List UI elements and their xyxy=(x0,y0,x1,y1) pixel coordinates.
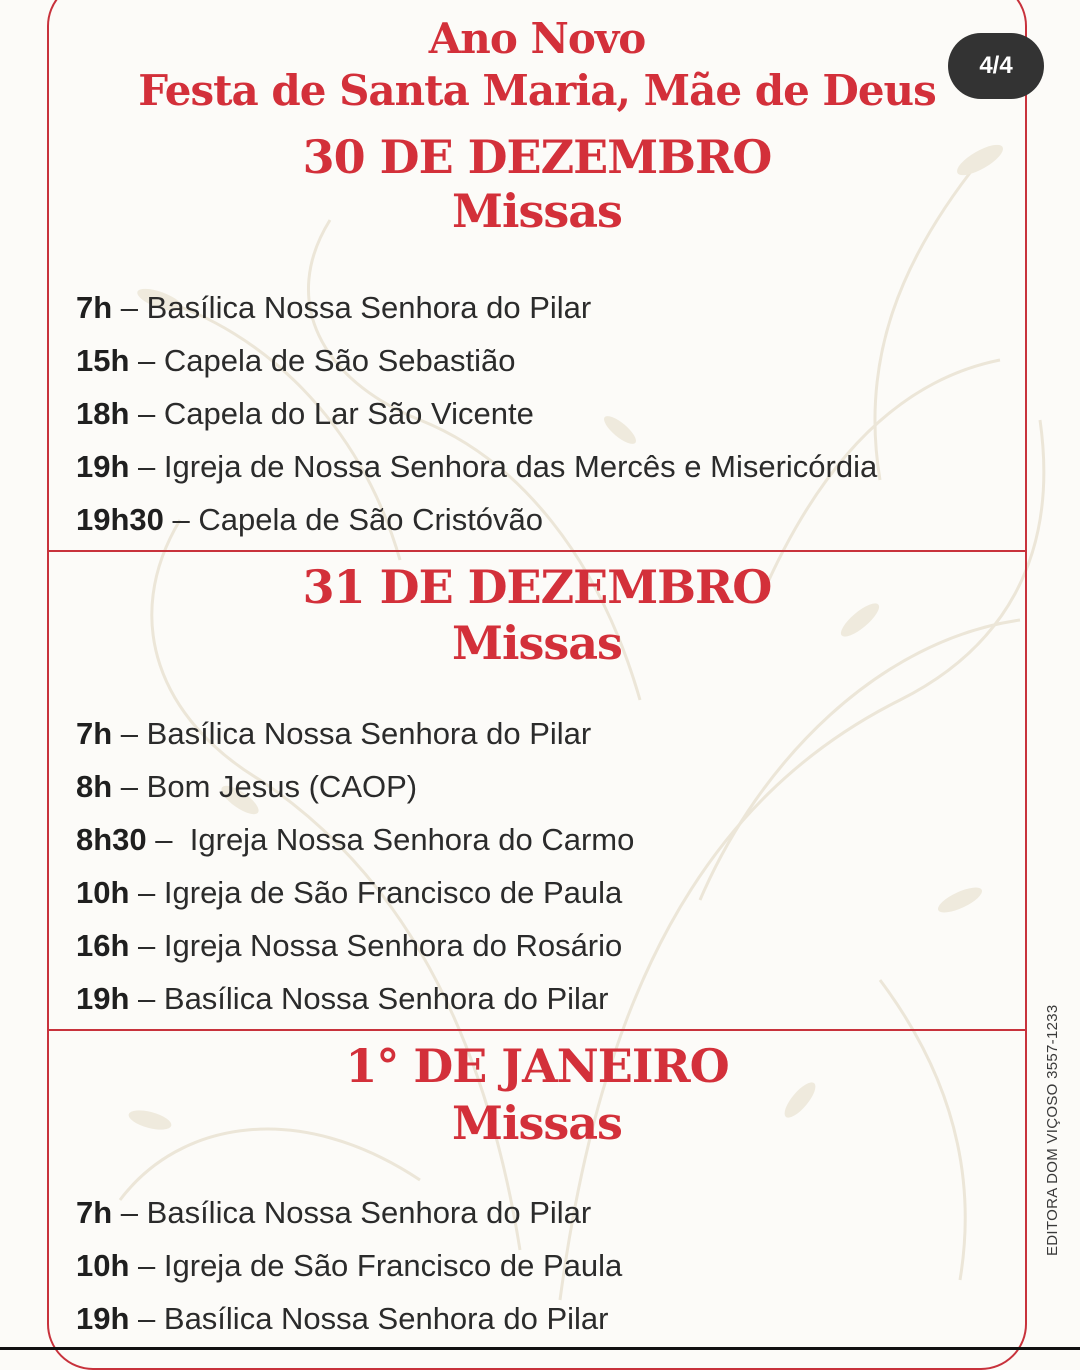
separator: – xyxy=(112,716,147,751)
mass-place: Igreja Nossa Senhora do Carmo xyxy=(189,822,635,857)
mass-place: Basílica Nossa Senhora do Pilar xyxy=(163,1301,609,1336)
separator: – xyxy=(112,290,147,325)
separator: – xyxy=(129,449,164,484)
separator: – xyxy=(112,769,147,804)
list-item xyxy=(76,449,877,485)
mass-place: Bom Jesus (CAOP) xyxy=(146,769,418,804)
list-item xyxy=(76,396,534,432)
mass-time: 18h xyxy=(76,396,130,431)
list-item xyxy=(76,716,591,752)
separator: – xyxy=(129,1301,164,1336)
section-date: 1° DE JANEIRO xyxy=(345,1039,729,1093)
mass-time: 10h xyxy=(76,1248,130,1283)
mass-time: 7h xyxy=(76,716,113,751)
mass-time: 19h xyxy=(76,1301,130,1336)
section-date: 30 DE DEZEMBRO xyxy=(302,130,772,184)
section-date: 31 DE DEZEMBRO xyxy=(302,560,772,614)
publisher-credit: EDITORA DOM VIÇOSO 3557-1233 xyxy=(1044,1004,1061,1256)
section-divider xyxy=(47,550,1027,552)
list-item xyxy=(76,928,622,964)
header-subtitle: Festa de Santa Maria, Mãe de Deus xyxy=(138,66,936,115)
mass-place: Capela do Lar São Vicente xyxy=(163,396,534,431)
mass-place: Basílica Nossa Senhora do Pilar xyxy=(146,290,592,325)
mass-time: 10h xyxy=(76,875,130,910)
list-item xyxy=(76,290,591,326)
list-item xyxy=(76,822,634,858)
header-title: Ano Novo xyxy=(428,14,646,63)
list-item xyxy=(76,502,543,538)
list-item xyxy=(76,981,608,1017)
separator: – xyxy=(129,396,164,431)
mass-time: 19h xyxy=(76,449,130,484)
separator: – xyxy=(129,928,164,963)
mass-time: 15h xyxy=(76,343,130,378)
mass-place: Igreja Nossa Senhora do Rosário xyxy=(163,928,623,963)
list-item xyxy=(76,1301,608,1337)
separator: – xyxy=(129,875,164,910)
mass-place: Igreja de São Francisco de Paula xyxy=(163,875,623,910)
separator: – xyxy=(129,343,164,378)
separator: – xyxy=(129,1248,164,1283)
mass-time: 19h30 xyxy=(76,502,164,537)
list-item xyxy=(76,769,417,805)
mass-place: Basílica Nossa Senhora do Pilar xyxy=(146,716,592,751)
section-subtitle: Missas xyxy=(452,1096,622,1150)
mass-time: 7h xyxy=(76,1195,113,1230)
section-subtitle: Missas xyxy=(452,616,622,670)
mass-place: Basílica Nossa Senhora do Pilar xyxy=(146,1195,592,1230)
mass-time: 16h xyxy=(76,928,130,963)
list-item xyxy=(76,343,516,379)
list-item xyxy=(76,875,622,911)
separator: – xyxy=(112,1195,147,1230)
section-subtitle: Missas xyxy=(452,184,622,238)
mass-time: 8h30 xyxy=(76,822,147,857)
mass-time: 7h xyxy=(76,290,113,325)
mass-place: Capela de São Cristóvão xyxy=(198,502,544,537)
separator: – xyxy=(146,822,190,857)
mass-place: Capela de São Sebastião xyxy=(163,343,516,378)
mass-time: 19h xyxy=(76,981,130,1016)
page-indicator: 4/4 xyxy=(948,33,1044,99)
mass-time: 8h xyxy=(76,769,113,804)
separator: – xyxy=(129,981,164,1016)
separator: – xyxy=(163,502,199,537)
list-item xyxy=(76,1248,622,1284)
mass-place: Basílica Nossa Senhora do Pilar xyxy=(163,981,609,1016)
list-item xyxy=(76,1195,591,1231)
mass-place: Igreja de São Francisco de Paula xyxy=(163,1248,623,1283)
section-divider xyxy=(47,1029,1027,1031)
mass-place: Igreja de Nossa Senhora das Mercês e Misericórdia xyxy=(163,449,878,484)
